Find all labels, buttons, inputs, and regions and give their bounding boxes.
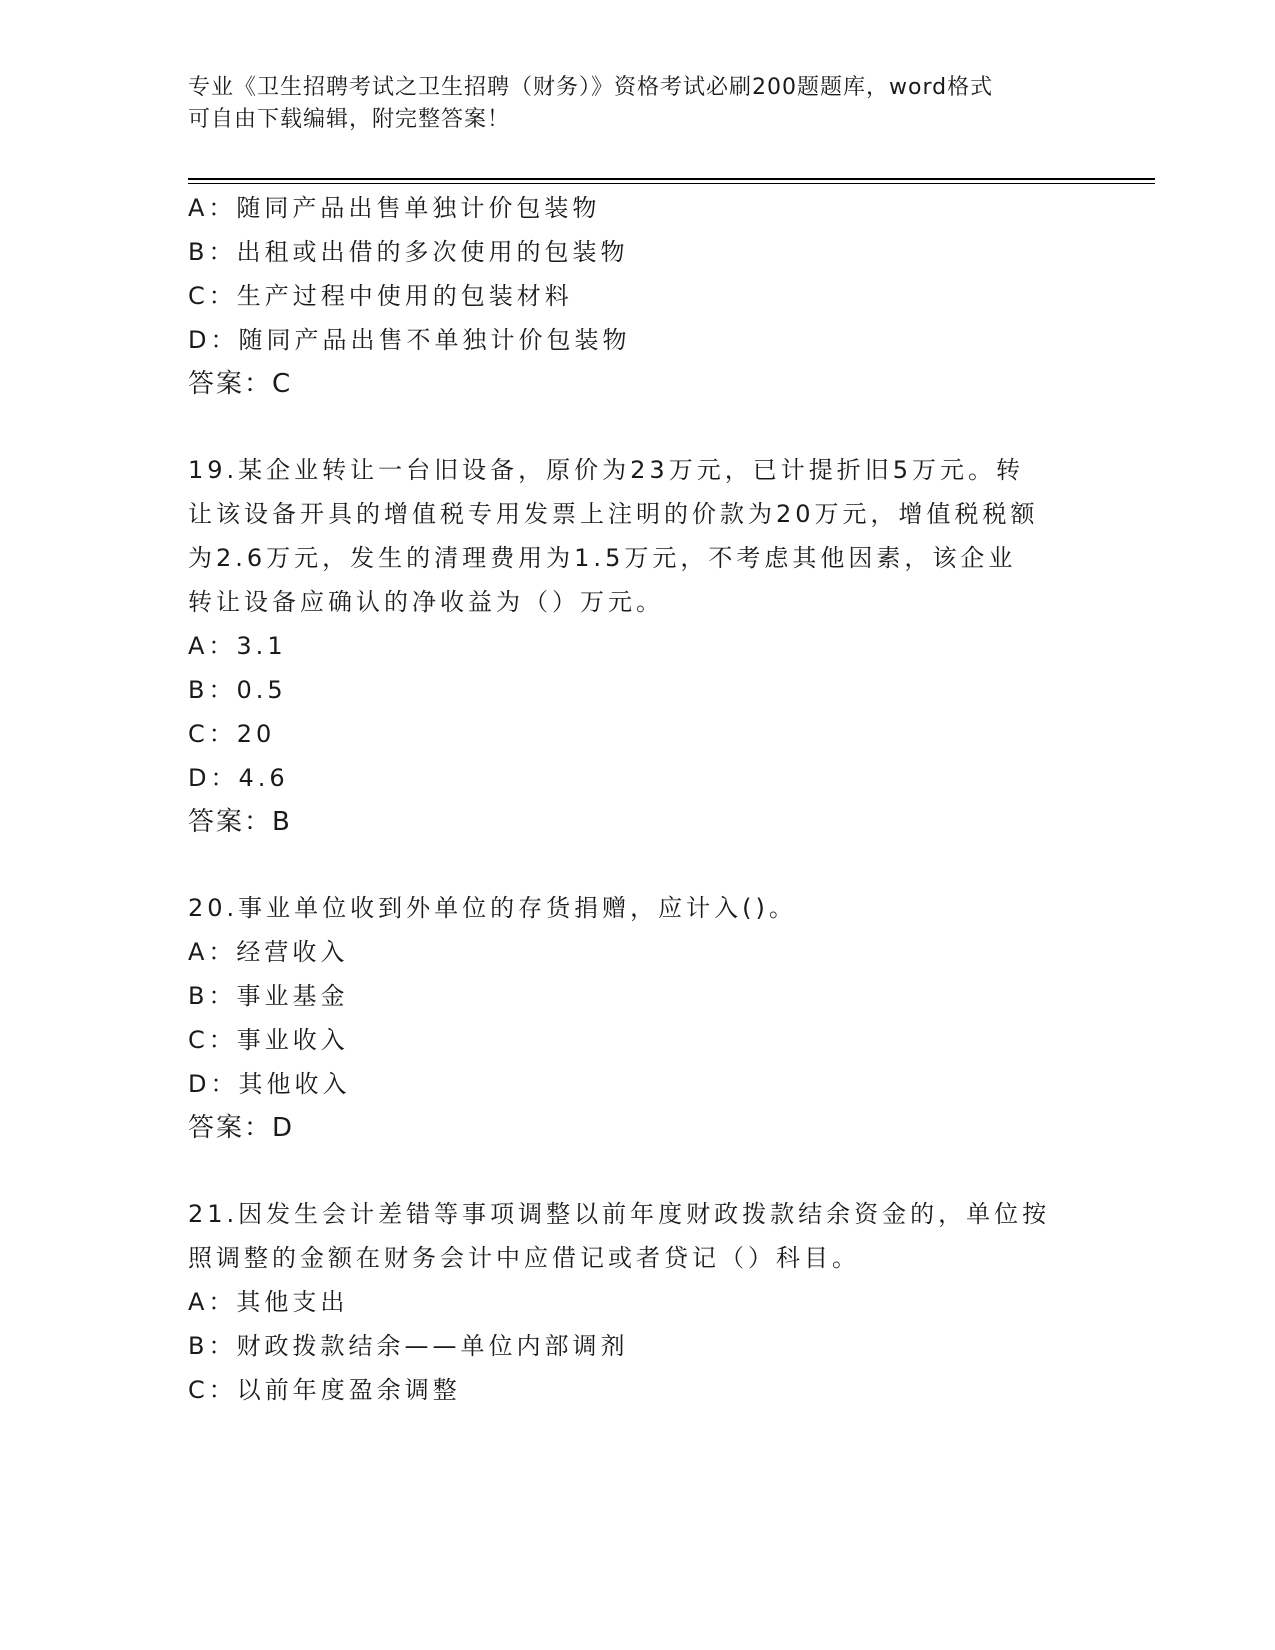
q21-option-c: C：以前年度盈余调整 [188, 1376, 461, 1404]
q18-option-a: A：随同产品出售单独计价包装物 [188, 194, 601, 222]
q18-answer: 答案：C [188, 369, 293, 399]
q19-option-c: C：20 [188, 720, 276, 748]
q19-option-d: D：4.6 [188, 764, 289, 792]
q18-option-b: B：出租或出借的多次使用的包装物 [188, 238, 629, 266]
q20-option-b: B：事业基金 [188, 982, 349, 1010]
header-divider-thick [188, 178, 1155, 180]
q19-stem-line-3: 为2.6万元，发生的清理费用为1.5万元，不考虑其他因素，该企业 [188, 544, 1017, 572]
q21-option-b: B：财政拨款结余——单位内部调剂 [188, 1332, 629, 1360]
q19-stem-line-2: 让该设备开具的增值税专用发票上注明的价款为20万元，增值税税额 [188, 500, 1039, 528]
header-divider-thin [188, 183, 1155, 184]
header-line-2: 可自由下载编辑，附完整答案！ [188, 107, 511, 132]
q20-stem-line-1: 20.事业单位收到外单位的存货捐赠，应计入()。 [188, 894, 797, 922]
q18-option-d: D：随同产品出售不单独计价包装物 [188, 326, 631, 354]
q21-stem-line-1: 21.因发生会计差错等事项调整以前年度财政拨款结余资金的，单位按 [188, 1200, 1051, 1228]
q21-stem-line-2: 照调整的金额在财务会计中应借记或者贷记（）科目。 [188, 1244, 860, 1272]
document-header [188, 72, 1088, 136]
q20-option-c: C：事业收入 [188, 1026, 349, 1054]
q19-stem-line-1: 19.某企业转让一台旧设备，原价为23万元，已计提折旧5万元。转 [188, 456, 1024, 484]
q19-option-b: B：0.5 [188, 676, 287, 704]
q21-option-a: A：其他支出 [188, 1288, 349, 1316]
q19-answer: 答案：B [188, 807, 292, 837]
q20-answer: 答案：D [188, 1113, 295, 1143]
q19-stem-line-4: 转让设备应确认的净收益为（）万元。 [188, 588, 664, 616]
q20-option-d: D：其他收入 [188, 1070, 351, 1098]
q20-option-a: A：经营收入 [188, 938, 349, 966]
header-line-1: 专业《卫生招聘考试之卫生招聘（财务）》资格考试必刷200题题库，word格式 [188, 75, 994, 100]
q18-option-c: C：生产过程中使用的包装材料 [188, 282, 573, 310]
q19-option-a: A：3.1 [188, 632, 287, 660]
